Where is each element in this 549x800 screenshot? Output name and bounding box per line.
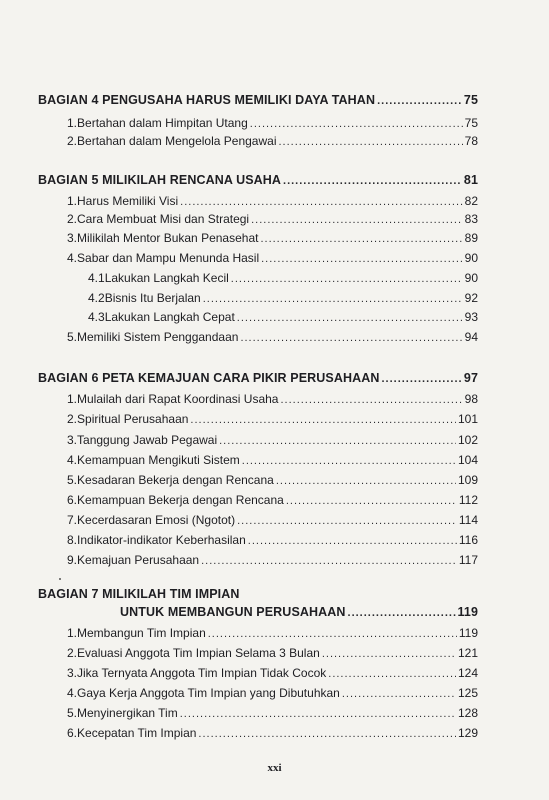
- page-number: 102: [457, 433, 478, 447]
- page-number: 82: [464, 194, 478, 208]
- leader-dots: [322, 648, 456, 660]
- folio-page-number: xxi: [267, 762, 282, 774]
- toc-entry: [67, 626, 478, 640]
- toc-entry: [67, 134, 478, 148]
- page-number: 98: [464, 392, 478, 406]
- entry-label: Lakukan Langkah Kecil: [104, 271, 229, 285]
- entry-number: 5.: [67, 473, 78, 487]
- entry-number: 2.: [67, 134, 78, 148]
- entry-number: 1.: [67, 392, 78, 406]
- leader-dots: [208, 628, 457, 640]
- leader-dots: [348, 607, 456, 619]
- toc-entry: [67, 706, 478, 720]
- page-number: 125: [457, 686, 478, 700]
- entry-label: Mulailah dari Rapat Koordinasi Usaha: [77, 392, 279, 406]
- entry-number: 2.: [67, 412, 78, 426]
- section-title: BAGIAN 6 PETA KEMAJUAN CARA PIKIR PERUSAHAAN: [38, 371, 380, 385]
- leader-dots: [242, 455, 456, 467]
- entry-label: Kemajuan Perusahaan: [77, 553, 200, 567]
- page-number: 121: [457, 646, 478, 660]
- leader-dots: [261, 253, 463, 265]
- entry-number: 4.3: [88, 310, 105, 324]
- toc-entry: [67, 330, 478, 344]
- toc-entry: [67, 686, 478, 700]
- section-title-continued: UNTUK MEMBANGUN PERUSAHAAN: [120, 605, 346, 619]
- entry-label: Gaya Kerja Anggota Tim Impian yang Dibutuhkan: [77, 686, 340, 700]
- entry-number: 4.2: [88, 291, 105, 305]
- entry-number: 5.: [67, 330, 78, 344]
- page-number: 94: [464, 330, 478, 344]
- section-title: BAGIAN 7 MILIKILAH TIM IMPIAN: [38, 587, 240, 601]
- entry-number: 3.: [67, 433, 78, 447]
- toc-entry: [67, 392, 478, 406]
- page-number: 83: [464, 212, 478, 226]
- leader-dots: [190, 414, 456, 426]
- page-number: 114: [458, 513, 478, 527]
- entry-label: Indikator-indikator Keberhasilan: [77, 533, 246, 547]
- entry-label: Sabar dan Mampu Menunda Hasil: [77, 251, 260, 265]
- print-speck: [59, 578, 61, 580]
- entry-label: Cara Membuat Misi dan Strategi: [77, 212, 250, 226]
- leader-dots: [342, 688, 456, 700]
- toc-entry: [67, 473, 478, 487]
- leader-dots: [328, 668, 456, 680]
- entry-label: Kemampuan Bekerja dengan Rencana: [77, 493, 284, 507]
- leader-dots: [180, 196, 462, 208]
- page-number: 97: [463, 371, 478, 385]
- entry-label: Membangun Tim Impian: [77, 626, 206, 640]
- page-number: 78: [464, 134, 478, 148]
- entry-number: 4.: [67, 453, 78, 467]
- toc-entry: [67, 212, 478, 226]
- toc-entry: [67, 726, 478, 740]
- entry-number: 4.: [67, 686, 78, 700]
- entry-label: Bertahan dalam Mengelola Pengawai: [77, 134, 277, 148]
- entry-number: 8.: [67, 533, 78, 547]
- page-number: 90: [464, 251, 478, 265]
- toc-entry: [67, 251, 478, 265]
- leader-dots: [377, 95, 462, 107]
- leader-dots: [286, 495, 457, 507]
- toc-entry: [67, 116, 478, 130]
- entry-label: Menyinergikan Tim: [77, 706, 178, 720]
- page-number: 112: [458, 493, 478, 507]
- leader-dots: [231, 273, 463, 285]
- leader-dots: [219, 435, 456, 447]
- toc-entry: [67, 194, 478, 208]
- leader-dots: [198, 728, 456, 740]
- entry-label: Spiritual Perusahaan: [77, 412, 189, 426]
- page-number: 129: [457, 726, 478, 740]
- toc-entry: [67, 533, 478, 547]
- page-number: 92: [464, 291, 478, 305]
- section-6-heading: [38, 371, 478, 385]
- leader-dots: [283, 175, 462, 187]
- entry-number: 9.: [67, 553, 78, 567]
- toc-subentry: [88, 271, 478, 285]
- section-5-heading: [38, 173, 478, 187]
- entry-label: Kemampuan Mengikuti Sistem: [77, 453, 240, 467]
- entry-number: 4.1: [88, 271, 105, 285]
- leader-dots: [381, 373, 461, 385]
- leader-dots: [240, 332, 462, 344]
- entry-label: Kecerdasaran Emosi (Ngotot): [77, 513, 236, 527]
- leader-dots: [276, 475, 456, 487]
- page-number: 128: [457, 706, 478, 720]
- toc-entry: [67, 553, 478, 567]
- page-number: 119: [458, 626, 478, 640]
- page-number: 117: [458, 553, 478, 567]
- entry-label: Kesadaran Bekerja dengan Rencana: [77, 473, 274, 487]
- leader-dots: [237, 515, 457, 527]
- page-number: 75: [463, 93, 478, 107]
- leader-dots: [203, 293, 463, 305]
- page-number: 124: [457, 666, 478, 680]
- leader-dots: [260, 233, 462, 245]
- leader-dots: [237, 312, 463, 324]
- page-number: 75: [464, 116, 478, 130]
- toc-entry: [67, 666, 478, 680]
- toc-entry: [67, 433, 478, 447]
- entry-number: 6.: [67, 726, 78, 740]
- leader-dots: [180, 708, 456, 720]
- entry-number: 7.: [67, 513, 78, 527]
- entry-number: 3.: [67, 666, 78, 680]
- toc-entry: [67, 231, 478, 245]
- toc-entry: [67, 412, 478, 426]
- page-number: 101: [457, 412, 478, 426]
- toc-subentry: [88, 310, 478, 324]
- entry-label: Memiliki Sistem Penggandaan: [77, 330, 239, 344]
- section-7-heading-line2: [120, 605, 478, 619]
- entry-label: Jika Ternyata Anggota Tim Impian Tidak Cocok: [77, 666, 327, 680]
- entry-label: Milikilah Mentor Bukan Penasehat: [77, 231, 259, 245]
- leader-dots: [248, 535, 457, 547]
- page-number: 119: [457, 605, 478, 619]
- page-number: 104: [457, 453, 478, 467]
- page-number: 90: [464, 271, 478, 285]
- entry-label: Bertahan dalam Himpitan Utang: [77, 116, 248, 130]
- leader-dots: [251, 214, 463, 226]
- toc-entry: [67, 646, 478, 660]
- page-number: 116: [458, 533, 478, 547]
- section-title: BAGIAN 5 MILIKILAH RENCANA USAHA: [38, 173, 282, 187]
- toc-entry: [67, 453, 478, 467]
- entry-number: 3.: [67, 231, 78, 245]
- toc-subentry: [88, 291, 478, 305]
- section-4-heading: [38, 93, 478, 107]
- entry-number: 2.: [67, 646, 78, 660]
- entry-label: Tanggung Jawab Pegawai: [77, 433, 218, 447]
- entry-number: 1.: [67, 626, 78, 640]
- page-number: 89: [464, 231, 478, 245]
- entry-label: Kecepatan Tim Impian: [77, 726, 197, 740]
- entry-label: Harus Memiliki Visi: [77, 194, 179, 208]
- leader-dots: [201, 555, 457, 567]
- entry-label: Bisnis Itu Berjalan: [104, 291, 201, 305]
- page-number: 81: [463, 173, 478, 187]
- page-number: 109: [457, 473, 478, 487]
- entry-number: 6.: [67, 493, 78, 507]
- page-number: 93: [464, 310, 478, 324]
- toc-entry: [67, 513, 478, 527]
- entry-number: 1.: [67, 116, 78, 130]
- entry-label: Evaluasi Anggota Tim Impian Selama 3 Bulan: [77, 646, 320, 660]
- entry-label: Lakukan Langkah Cepat: [104, 310, 235, 324]
- leader-dots: [278, 136, 462, 148]
- leader-dots: [250, 118, 463, 130]
- entry-number: 4.: [67, 251, 78, 265]
- entry-number: 2.: [67, 212, 78, 226]
- entry-number: 1.: [67, 194, 78, 208]
- leader-dots: [280, 394, 462, 406]
- entry-number: 5.: [67, 706, 78, 720]
- section-title: BAGIAN 4 PENGUSAHA HARUS MEMILIKI DAYA TAHAN: [38, 93, 376, 107]
- toc-entry: [67, 493, 478, 507]
- section-7-heading: [38, 587, 478, 601]
